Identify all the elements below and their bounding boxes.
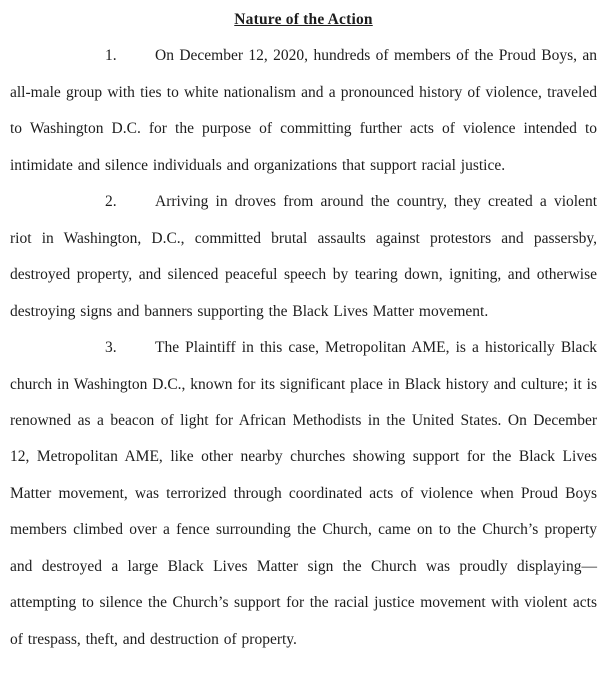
paragraph [10,38,597,184]
paragraph-text: On December 12, 2020, hundreds of members of the Proud Boys, an all-male group with ties to white nationalism and a pronounced history of violence, traveled to Washington D.C. for the purpose of committing further acts of violence intended to intimidate and silence individuals and organizations that support racial justice. [10,47,597,174]
paragraph-number: 2. [105,193,117,211]
paragraph [10,184,597,330]
paragraph-number: 1. [105,47,117,65]
paragraph-text: Arriving in droves from around the country, they created a violent riot in Washington, D.C., committed brutal assaults against protestors and passersby, destroyed property, and silenced peaceful speech by tearing down, igniting, and otherwise destroying signs and banners supporting the Black Lives Matter movement. [10,193,597,320]
paragraph-number: 3. [105,339,117,357]
paragraph [10,330,597,658]
section-heading: Nature of the Action [234,11,373,28]
paragraph-text: The Plaintiff in this case, Metropolitan AME, is a historically Black church in Washington D.C., known for its significant place in Black history and culture; it is renowned as a beacon of light for African Methodists in the United States. On December 12, Metropolitan AME, like other nearby churches showing support for the Black Lives Matter movement, was terrorized through coordinated acts of violence when Proud Boys members climbed over a fence surrounding the Church, came on to the Church’s property and destroyed a large Black Lives Matter sign the Church was proudly displaying—attempting to silence the Church’s support for the racial justice movement with violent acts of trespass, theft, and destruction of property. [10,339,597,648]
